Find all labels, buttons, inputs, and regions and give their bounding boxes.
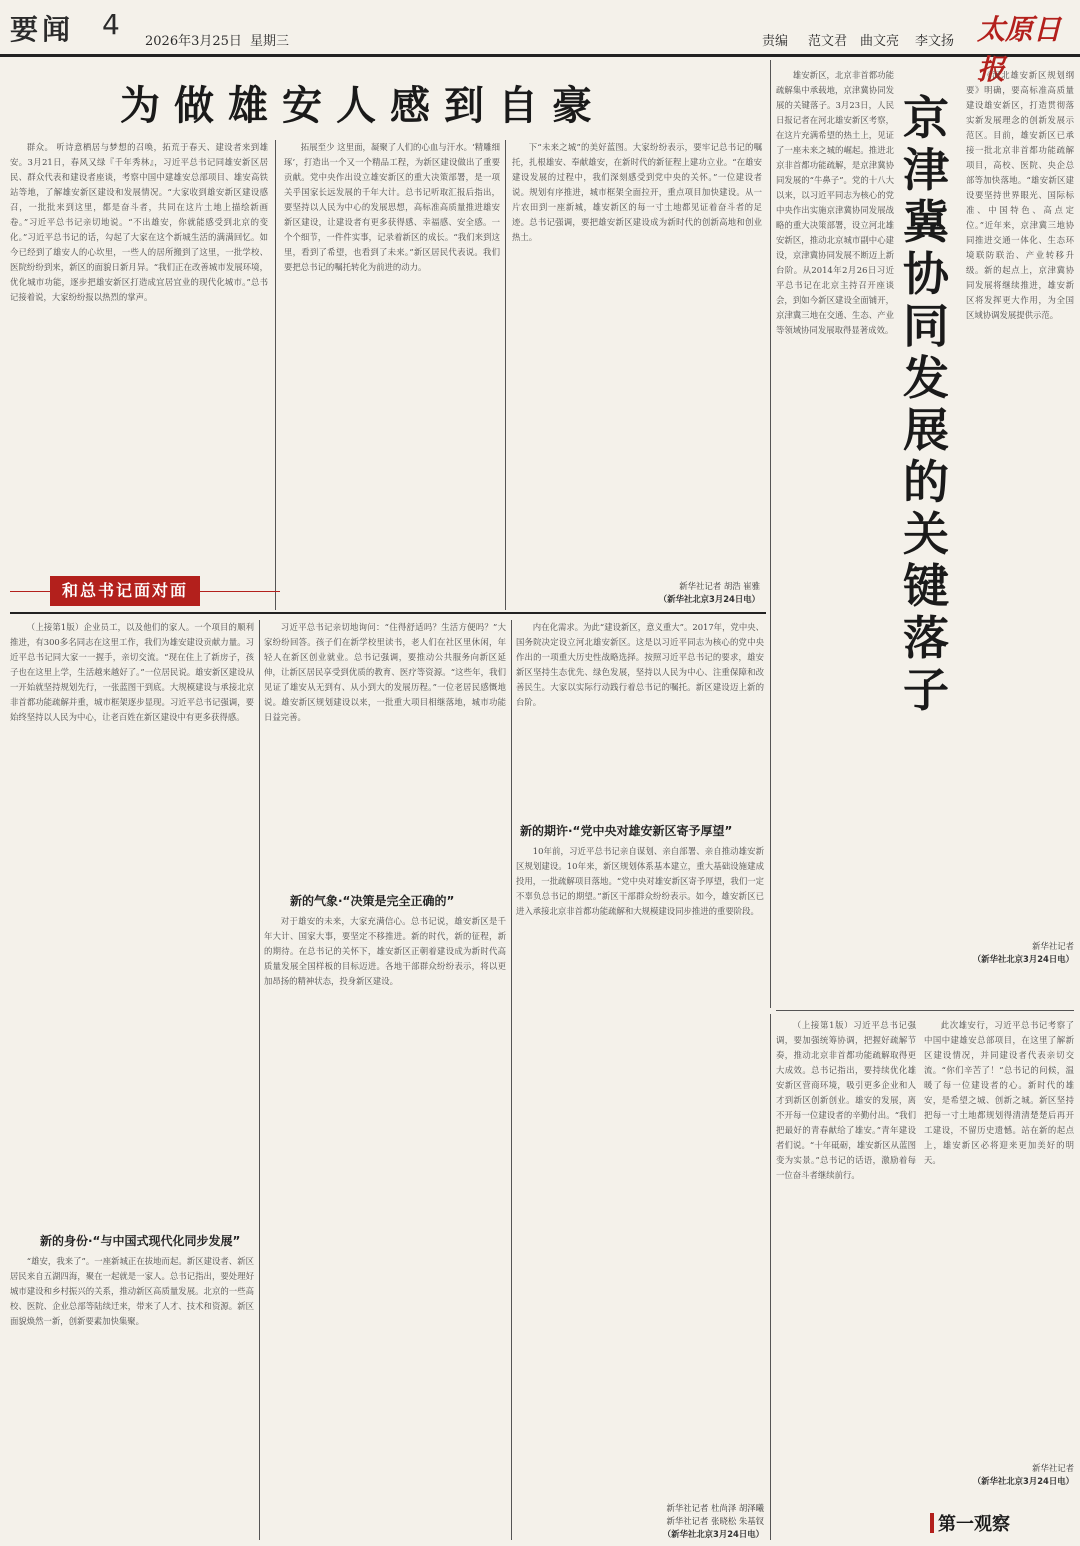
article-text: 雄安新区，北京非首都功能疏解集中承载地，京津冀协同发展的关键落子。3月23日，人民日报记者在河北雄安新区考察，在这片充满希望的热土上，见证了一座未来之城的崛起。推进北京非首都功能疏解，是京津冀协同发展的“牛鼻子”。党的十八大以来，以习近平同志为核心的党中央作出实施京津冀协同发展战略的重大决策部署，设立河北雄安新区，推动北京城市副中心建设，京津冀协同发展不断迈上新台阶。从2014年2月26日习近平总书记在北京主持召开座谈会，到如今新区建设全面铺开，京津冀三地在交通、生态、产业等领域协同发展取得显著成效。 [776,70,894,335]
staff-name: 曲文亮 [860,34,900,49]
dateline: （新华社北京3月24日电） [972,1476,1074,1486]
continued-article-column [516,620,764,812]
article-text: （上接第1版）习近平总书记强调，要加强统筹协调，把握好疏解节奏，推动北京非首都功能疏解取得更大成效。总书记指出，要持续优化雄安新区营商环境，吸引更多企业和人才到新区创新创业。雄安的发展，离不开每一位建设者的辛勤付出。“我们把最好的青春献给了雄安。”青年建设者们说。“十年砥砺，雄安新区从蓝图变为实景。”总书记的话语，激励着每一位奋斗者继续前行。 [776,1020,916,1180]
issue-weekday: 星期三 [250,34,290,49]
article-text: 群众。 听诗意栖居与梦想的召唤，拓荒于春天、建设者来到雄安。3月21日，春风又绿『千年秀林』，习近平总书记同雄安新区居民、群众代表和建设者座谈，考察中国中建雄安总部项目、雄安高铁站等地，了解雄安新区建设和发展情况。“大家收到雄安新区建设感召，一批批来到这里，都是奋斗者，共同在这片土地上描绘新画卷。”习近平总书记亲切地说。“不出雄安，你就能感受到北京的变化。”习近平总书记的话，勾起了大家在这个新城生活的满满回忆。如今已经到了雄安人的心坎里，一些人的居所搬到了这里，一批学校、医院纷纷到来，新区的面貌日新月异。“我们正在改善城市发展环境，优化城市功能，逐步把雄安新区打造成宜居宜业的现代化城市。”总书记接着说，大家纷纷报以热烈的掌声。 [10,142,268,302]
column-divider [505,140,506,610]
byline-authors: 新华社记者 张晓松 朱基钗 [666,1516,764,1526]
byline-authors: 新华社记者 [1032,1463,1074,1473]
continued-article-column [10,620,254,1220]
article-text: 拓展至少 这里面，凝聚了人们的心血与汗水。‘精雕细琢’，打造出一个又一个精品工程，为新区建设做出了重要贡献。党中央作出设立雄安新区的重大决策部署，是一项关乎国家长远发展的千年大计。总书记听取汇报后指出，要坚持以人民为中心的发展思想，高标准高质量推进雄安新区建设，让建设者有更多获得感、幸福感、安全感。一个个细节，一件件实事，记录着新区的成长。“我们来到这里，看到了希望，也看到了未来。”新区居民代表说。我们要把总书记的嘱托转化为前进的动力。 [284,142,500,272]
column-tag-bar [930,1513,934,1533]
continued-article-column [264,914,506,1540]
staff-name: 李文扬 [915,34,955,49]
byline [924,1462,1074,1488]
dateline: （新华社北京3月24日电） [658,594,760,604]
subheading: 新的身份·“与中国式现代化同步发展” [40,1234,241,1248]
column-divider [275,140,276,610]
observation-column [924,1018,1074,1458]
main-article-column [10,140,268,570]
continued-article-column [10,1254,254,1542]
section-banner: 和总书记面对面 [50,576,200,606]
article-text: 此次雄安行，习近平总书记考察了中国中建雄安总部项目，在这里了解新区建设情况，并同建设者代表亲切交流。“你们辛苦了！”总书记的问候，温暖了每一位建设者的心。新时代的雄安，是希望之城、创新之城。新区坚持把每一寸土地都规划得清清楚楚后再开工建设，不留历史遗憾。站在新的起点上，雄安新区必将迎来更加美好的明天。 [924,1020,1074,1165]
issue-date: 2026年3月25日 [145,34,242,49]
continued-article-column [516,844,764,1499]
page-number: 4 [102,8,120,41]
byline-authors: 新华社记者 [1032,941,1074,951]
staff-role: 责编 [762,34,789,49]
column-divider [770,1014,771,1540]
byline [560,580,760,606]
subheading: 新的气象·“决策是完全正确的” [290,894,455,908]
section-divider [776,1010,1074,1011]
staff-name: 范文君 [808,34,848,49]
column-divider [511,620,512,1540]
masthead [0,0,1080,86]
side-article-column [776,68,894,1008]
subheading: 新的期许·“党中央对雄安新区寄予厚望” [520,824,733,838]
article-text: 习近平总书记亲切地询问：“住得舒适吗？生活方便吗？”大家纷纷回答。孩子们在新学校里读书，老人们在社区里休闲，年轻人在新区创业就业。总书记强调，要推动公共服务向新区延伸，让新区居民享受到优质的教育、医疗等资源。“这些年，我们见证了雄安从无到有、从小到大的发展历程。”一位老居民感慨地说。雄安新区规划建设以来，一批重大项目相继落地，城市功能日益完善。 [264,622,506,722]
byline [560,1502,764,1541]
section-divider [10,612,766,614]
main-headline: 为做雄安人感到自豪 [120,83,606,129]
column-divider [259,620,260,1540]
section-name: 要闻 [10,13,75,46]
observation-column [776,1018,916,1538]
article-text: “雄安，我来了”。一座新城正在拔地而起。新区建设者、新区居民来自五湖四海，聚在一起就是一家人。总书记指出，要处理好城市建设和乡村振兴的关系，推动新区高质量发展。北京的一些高校、医院、企业总部等陆续迁来，带来了人才、技术和资源。新区面貌焕然一新，创新要素加快集聚。 [10,1256,254,1326]
article-text: 10年前，习近平总书记亲自谋划、亲自部署、亲自推动雄安新区规划建设。10年来，新区规划体系基本建立，重大基础设施建成投用，一批疏解项目落地。“党中央对雄安新区寄予厚望，我们一定不辜负总书记的期望。”新区干部群众纷纷表示。如今，雄安新区已进入承接北京非首都功能疏解和大规模建设同步推进的重要阶段。 [516,846,764,916]
side-article-column [966,68,1074,928]
newspaper-logo: 太原日报 [977,13,1062,86]
column-divider [770,60,771,1008]
byline-authors: 新华社记者 杜尚泽 胡泽曦 [666,1503,764,1513]
side-headline: 京津冀协同发展的关键落子 [903,91,949,717]
dateline: （新华社北京3月24日电） [972,954,1074,964]
article-text: 《河北雄安新区规划纲要》明确，要高标准高质量建设雄安新区，打造贯彻落实新发展理念的创新发展示范区。目前，雄安新区已承接一批北京非首都功能疏解项目，高校、医院、央企总部等加快落地。“雄安新区建设要坚持世界眼光、国际标准、中国特色、高点定位。”近年来，京津冀三地协同推进交通一体化、生态环境联防联治、产业转移升级。新的起点上，京津冀协同发展将继续推进，雄安新区将发挥更大作用，为全国区域协调发展提供示范。 [966,70,1074,320]
byline [900,940,1074,966]
byline-authors: 新华社记者 胡浩 崔雅 [679,581,760,591]
main-article-column [512,140,762,570]
article-text: 内在化需求。为此“建设新区，意义重大”。2017年，党中央、国务院决定设立河北雄安新区。这是以习近平同志为核心的党中央作出的一项重大历史性战略选择。按照习近平总书记的要求，雄安新区坚持生态优先、绿色发展，坚持以人民为中心、注重保障和改善民生。大家以实际行动践行着总书记的嘱托。新区建设迈上新的台阶。 [516,622,764,707]
dateline: （新华社北京3月24日电） [662,1529,764,1539]
main-article-column [284,140,500,610]
article-text: （上接第1版）企业员工，以及他们的家人。一个项目的顺利推进，有300多名同志在这里工作，我们为雄安建设贡献力量。习近平总书记同大家一一握手，亲切交流。“现在住上了新房子，孩子也在这里上学，生活越来越好了。”一位居民说。雄安新区建设从一开始就坚持规划先行，一张蓝图干到底。大规模建设与承接北京非首都功能疏解并重，城市框架逐步显现。习近平总书记强调，要始终坚持以人民为中心，让老百姓在新区建设中有更多获得感。 [10,622,254,722]
column-label: 第一观察 [938,1514,1010,1535]
continued-article-column [264,620,506,885]
article-text: 下“未来之城”的美好蓝图。大家纷纷表示，要牢记总书记的嘱托，扎根雄安、奉献雄安，在新时代的新征程上建功立业。“在雄安建设发展的过程中，我们深刻感受到党中央的关怀。”一位建设者说。规划有序推进，城市框架全面拉开，重点项目加快建设。从一片农田到一座新城，雄安新区的每一寸土地都见证着奋斗者的足迹。总书记强调，要把雄安新区建设成为新时代的创新高地和创业热土。 [512,142,762,242]
article-text: 对于雄安的未来，大家充满信心。总书记说，雄安新区是千年大计、国家大事，要坚定不移推进。新的时代，新的征程，新的期待。在总书记的关怀下，雄安新区正朝着建设成为新时代高质量发展全国样板的目标迈进。各地干部群众纷纷表示，将以更加昂扬的精神状态，投身新区建设。 [264,916,506,986]
